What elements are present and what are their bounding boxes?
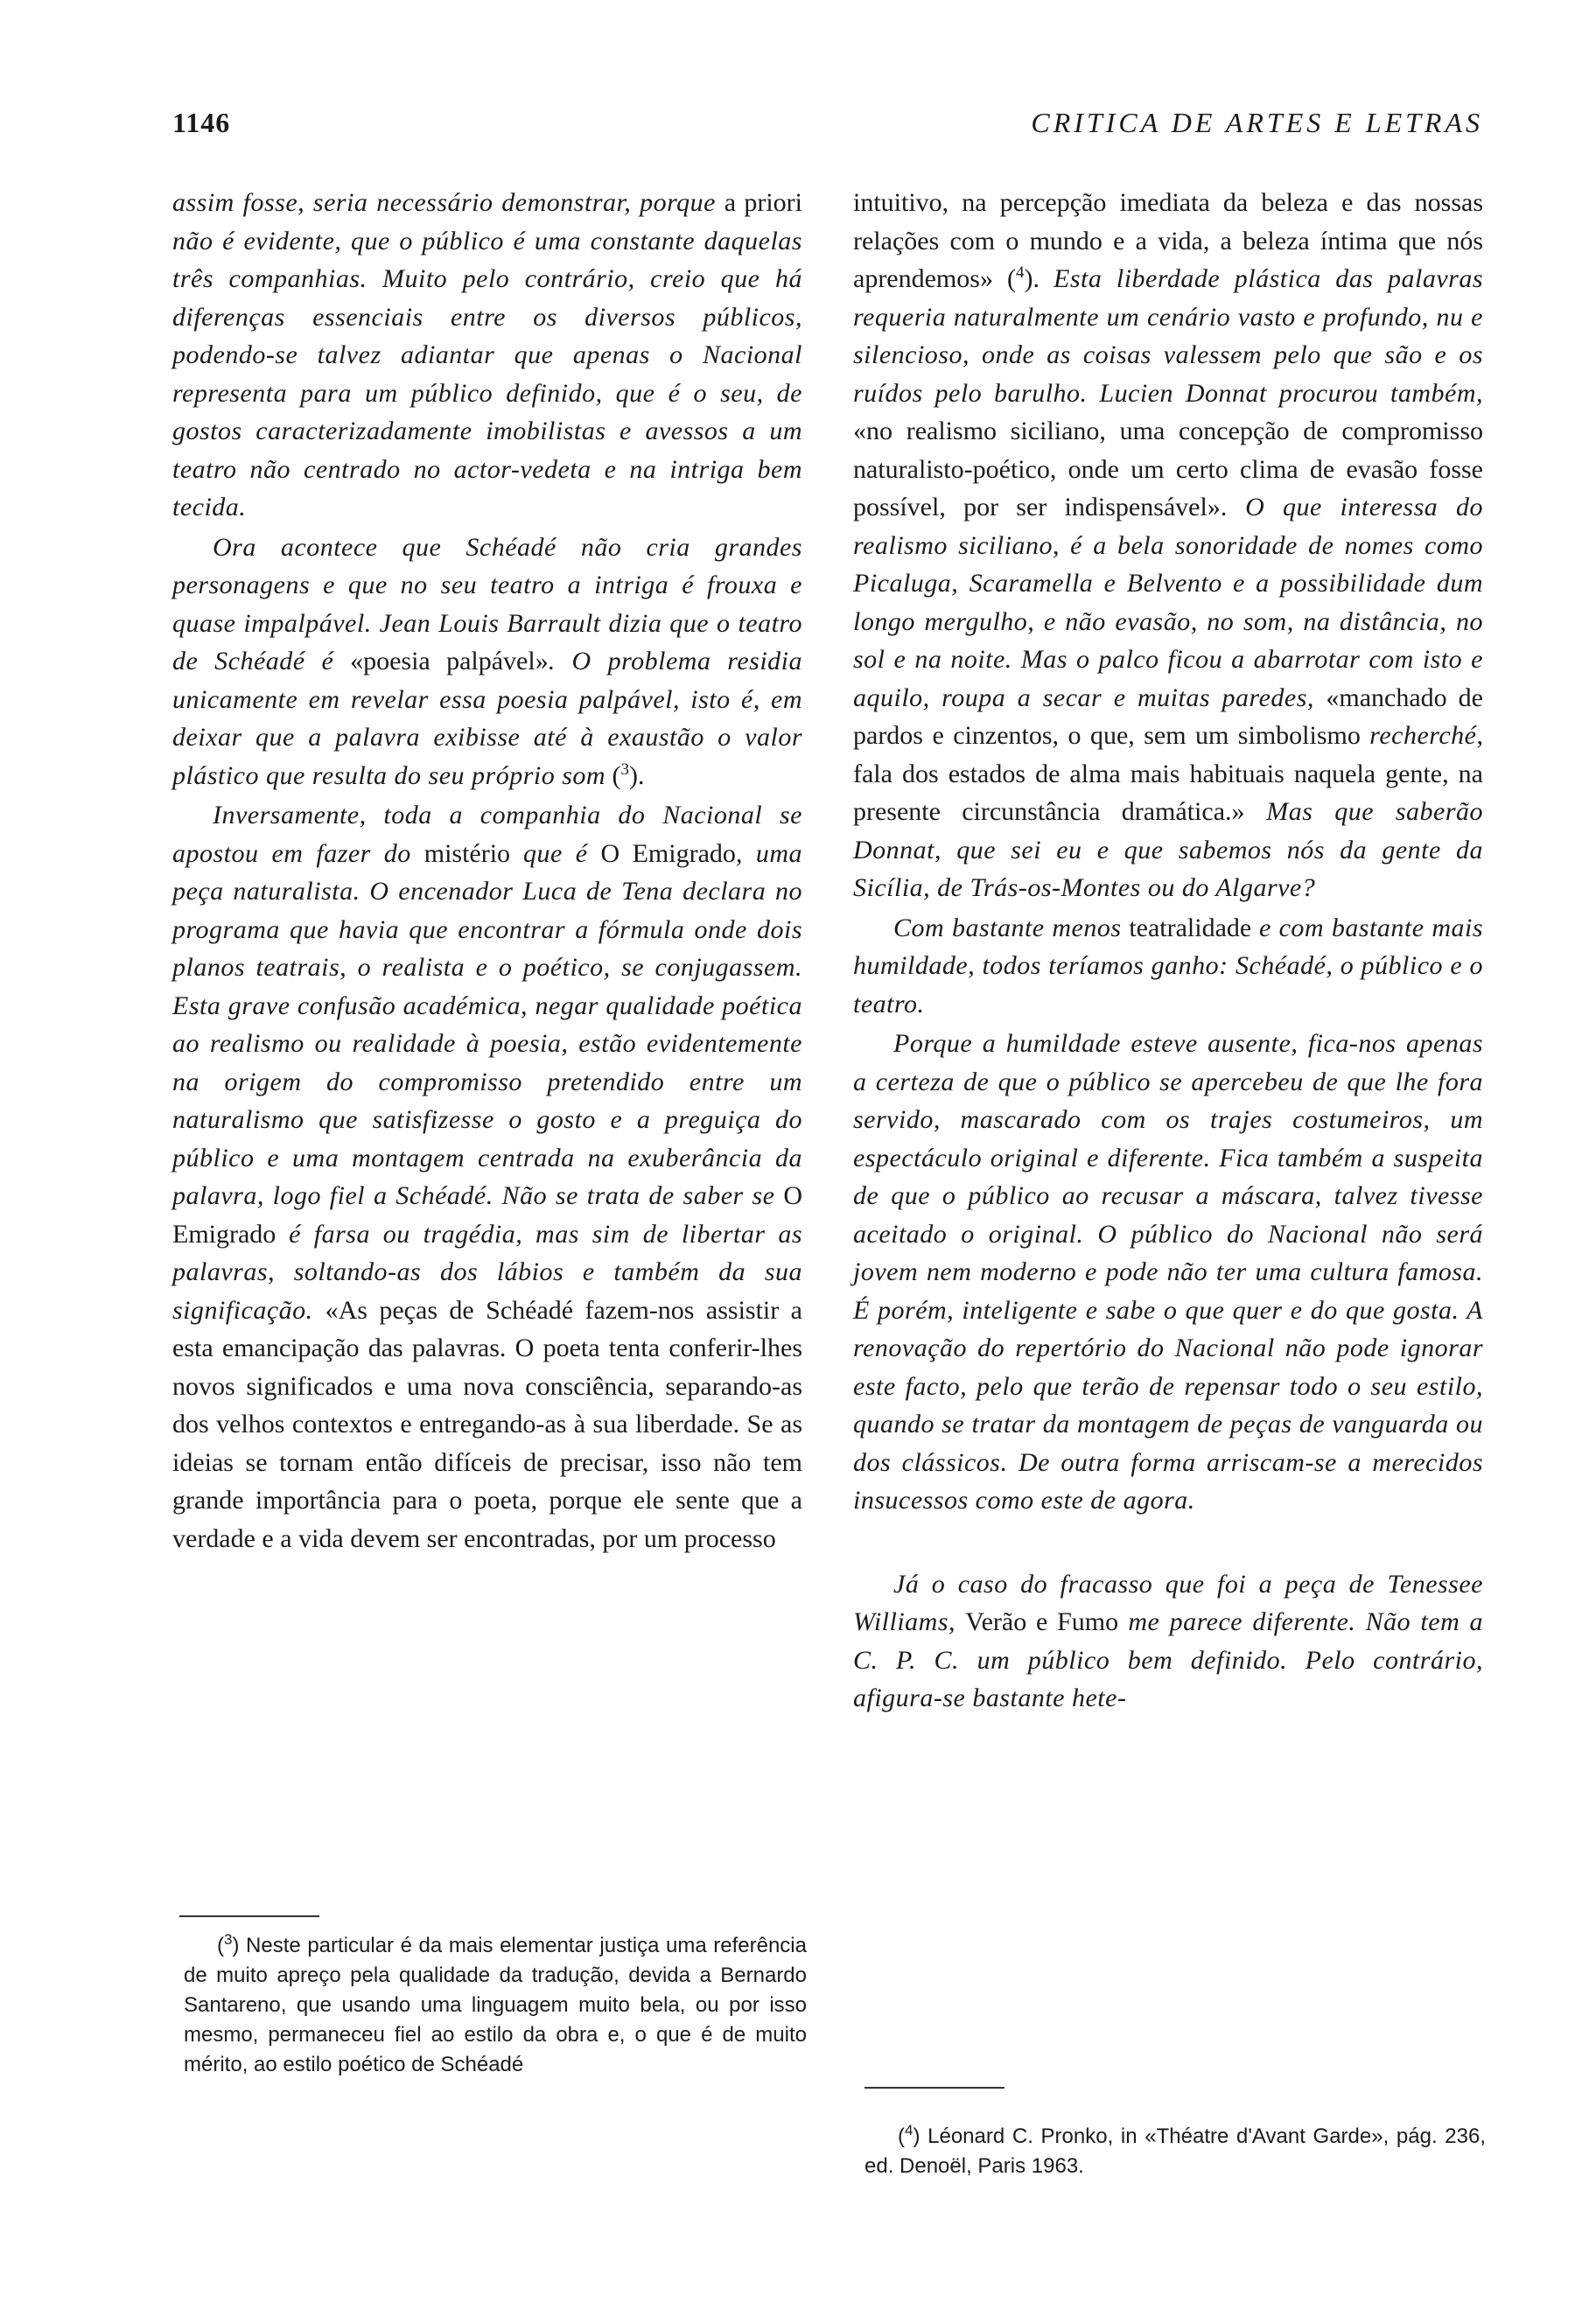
running-head: CRITICA DE ARTES E LETRAS xyxy=(1031,107,1483,138)
text-italic: me parece diferente. Não tem a C. P. C. um público bem definido. Pelo contrário, afigura-se bastante hete- xyxy=(853,1607,1484,1712)
paragraph xyxy=(172,528,802,795)
text-italic: Porque a humildade esteve ausente, fica-nos apenas a certeza de que o público se apercebeu de que lhe fora servido, mascarado com os trajes costumeiros, um espectáculo original e diferente. Fica também a suspeita de que o público ao recusar a máscara, talvez tivesse aceitado o original. O público do Nacional não será jovem nem moderno e pode não ter uma cultura famosa. É porém, inteligente e sabe o que quer e do que gosta. A renovação do repertório do Nacional não pode ignorar este facto, pelo que terão de repensar todo o seu estilo, quando se tratar da montagem de peças de vanguarda ou dos clássicos. De outra forma arriscam-se a merecidos insucessos como este de agora. xyxy=(853,1029,1483,1515)
quotation: , fala dos estados de alma mais habituais naquela gente, na presente circunstância dramática.» xyxy=(853,721,1483,826)
quotation: «As peças de Schéadé fazem-nos assistir a esta emancipação das palavras. O poeta tenta conferir-lhes novos significados e uma nova consciência, separando-as dos velhos contextos e entregando-as à sua liberdade. Se as ideias se tornam então difíceis de precisar, isso não tem grande importância para o poeta, porque ele sente que a verdade e a vida devem ser encontradas, por um processo xyxy=(172,1295,803,1553)
footnote-divider xyxy=(179,1915,319,1917)
footnote-4 xyxy=(864,2122,1486,2181)
text-italic: assim fosse, seria necessário demonstrar, porque xyxy=(172,188,724,217)
text-roman: mistério xyxy=(424,838,511,868)
paragraph xyxy=(853,184,1483,907)
text-italic: Esta liberdade plástica das palavras requeria naturalmente um cenário vasto e profundo, nu e silencioso, onde as coisas valessem pelo que são e os ruídos pelo barulho. Lucien Donnat procurou também, xyxy=(853,264,1483,408)
footnote-text-wrapper: ($^3$) Neste particular é da mais elementar justiça uma referência de muito apreço pela qualidade da tradução, devida a Bernardo Santareno, que usando uma linguagem muito bela, ou por isso mesmo, permaneceu fiel ao estilo da obra e, o que é de muito mérito, ao estilo poético de Schéadé xyxy=(184,1931,807,2076)
left-column xyxy=(172,184,802,1558)
page-number: 1146 xyxy=(172,107,231,138)
text-roman: ). xyxy=(1024,264,1054,293)
play-title: O Emigrado xyxy=(600,838,736,868)
text-italic: Já o caso do fracasso que foi a peça de Tenessee Williams, xyxy=(853,1569,1483,1636)
page-header xyxy=(172,107,1483,142)
paragraph xyxy=(853,1025,1483,1520)
quotation: intuitivo, na percepção imediata da beleza e das nossas relações com o mundo e a vida, a beleza íntima que nós aprendemos» xyxy=(853,188,1483,293)
text-italic: e com bastante mais humildade, todos teríamos ganho: Schéadé, o público e o teatro. xyxy=(853,913,1483,1018)
quotation: «no realismo siciliano, uma concepção de compromisso naturalisto-poético, onde um certo clima de evasão fosse possível, por ser indispensável». xyxy=(853,416,1483,522)
footnote-divider xyxy=(864,2087,1004,2089)
footnote-ref: 4 xyxy=(1015,263,1025,282)
paragraph xyxy=(853,909,1483,1024)
text-italic: Com bastante menos xyxy=(893,913,1130,942)
paragraph xyxy=(853,1565,1483,1718)
right-column xyxy=(853,184,1483,1718)
text-italic: Inversamente, toda a companhia do Nacional se apostou em fazer do xyxy=(172,801,802,868)
footnote-marker: 4 xyxy=(905,2122,914,2138)
text-roman: ( xyxy=(606,760,621,790)
text-italic: Ora acontece que Schéadé não cria grandes personagens e que no seu teatro a intriga é frouxa e quase impalpável. Jean Louis Barrault dizia que o teatro de Schéadé é xyxy=(172,532,802,676)
play-title: O Emigrado xyxy=(172,1181,802,1249)
text-roman: a priori xyxy=(724,188,802,217)
text-italic: O que interessa do realismo siciliano, é a bela sonoridade de nomes como Picaluga, Scaramella e Belvento e a possibilidade dum longo mergulho, e não evasão, no som, na distância, no sol e na noite. Mas o palco ficou a abarrotar com isto e aquilo, roupa a secar e muitas paredes, xyxy=(853,493,1484,712)
text-italic: recherché xyxy=(1369,721,1477,750)
text-italic: é farsa ou tragédia, mas sim de libertar as palavras, soltando-as dos lábios e também da sua significação. xyxy=(172,1219,802,1325)
text-italic: que é xyxy=(510,838,601,868)
text-italic: Mas que saberão Donnat, que sei eu e que sabemos nós da gente da Sicília, de Trás-os-Montes ou do Algarve? xyxy=(853,797,1483,902)
text-italic: não é evidente, que o público é uma constante daquelas três companhias. Muito pelo contrário, creio que há diferenças essenciais entre os diversos públicos, podendo-se talvez adiantar que apenas o Nacional representa para um público definido, que é o seu, de gostos caracterizadamente imobilistas e avessos a um teatro não centrado no actor-vedeta e na intriga bem tecida. xyxy=(172,226,802,522)
play-title: Verão e Fumo xyxy=(965,1607,1119,1636)
footnote-text: Neste particular é da mais elementar justiça uma referência de muito apreço pela qualidade da tradução, devida a Bernardo Santareno, que usando uma linguagem muito bela, ou por isso mesmo, permaneceu fiel ao estilo da obra e, o que é de muito mérito, ao estilo poético de Schéadé xyxy=(184,1934,807,2076)
footnote-text: Léonard C. Pronko, in «Théatre d'Avant Garde», pág. 236, ed. Denoël, Paris 1963. xyxy=(864,2124,1486,2178)
quotation: «manchado de pardos e cinzentos, o que, sem um simbolismo xyxy=(853,682,1483,750)
text-italic: . O problema residia unicamente em revelar essa poesia palpável, isto é, em deixar que a palavra exibisse até à exaustão o valor plástico que resulta do seu próprio som xyxy=(172,647,803,790)
text-roman: ). xyxy=(629,760,645,790)
text-roman: teatralidade xyxy=(1129,913,1252,942)
footnote-3 xyxy=(184,1931,807,2080)
paragraph xyxy=(172,184,802,527)
footnote-marker: 3 xyxy=(224,1931,233,1948)
footnote-ref: 3 xyxy=(620,760,630,779)
text-roman: ( xyxy=(1006,264,1016,293)
text-italic: , uma peça naturalista. O encenador Luca de Tena declara no programa que havia que encontrar a fórmula onde dois planos teatrais, o realista e o poético, se conjugassem. Esta grave confusão académica, negar qualidade poética ao realismo ou realidade à poesia, estão evidentemente na origem do compromisso pretendido entre um naturalismo que satisfizesse o gosto e a preguiça do público e uma montagem centrada na exuberância da palavra, logo fiel a Schéadé. Não se trata de saber se xyxy=(172,838,803,1210)
text-roman: «poesia palpável» xyxy=(350,647,549,676)
paragraph xyxy=(172,796,802,1558)
footnote-text-wrapper: ($^4$) Léonard C. Pronko, in «Théatre d'Avant Garde», pág. 236, ed. Denoël, Paris 1963. xyxy=(864,2122,1486,2178)
